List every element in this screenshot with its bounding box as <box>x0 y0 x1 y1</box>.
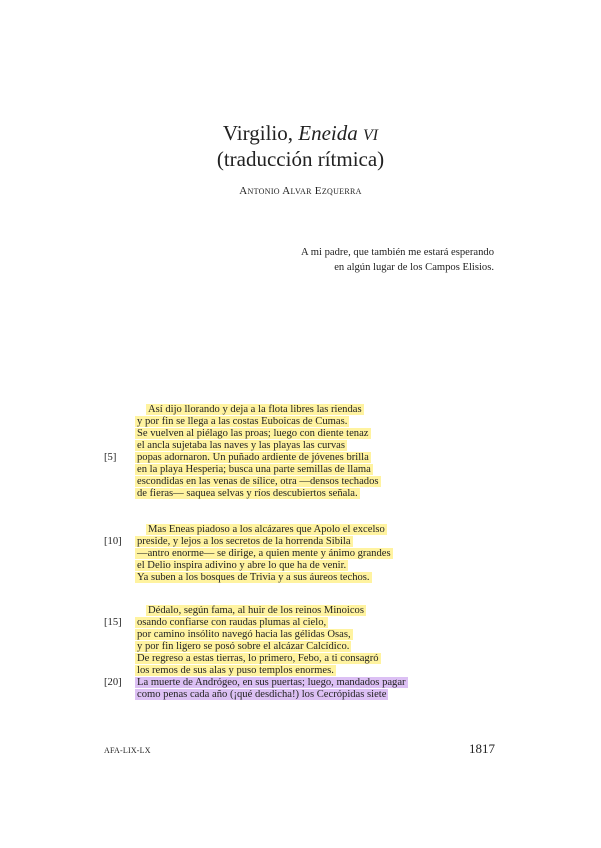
verse-text: como penas cada año (¡qué desdicha!) los Cecrópidas siete <box>137 689 387 700</box>
verse-text: el ancla sujetaba las naves y las playas las curvas <box>137 440 345 451</box>
dedication-line-2: en algún lugar de los Campos Elisios. <box>334 262 494 273</box>
verse-text: los remos de sus alas y puso templos enormes. <box>137 665 334 676</box>
verse-line <box>135 440 347 452</box>
verse-text: escondidas en las venas de sílice, otra —densos techados <box>137 476 379 487</box>
title-book: VI <box>362 127 379 144</box>
verse-text: el Delio inspira adivino y abre lo que ha de venir. <box>137 560 347 571</box>
dedication <box>301 245 494 275</box>
verse-text: Ya suben a los bosques de Trivia y a sus áureos techos. <box>137 572 370 583</box>
verse-text: por camino insólito navegó hacia las gélidas Osas, <box>137 629 351 640</box>
title-author: Virgilio, <box>222 121 299 145</box>
verse-line <box>135 653 381 665</box>
verse-line <box>146 524 387 536</box>
line-number: [15] <box>104 617 122 628</box>
journal-id: AFA-LIX-LX <box>104 746 151 755</box>
verse-text: popas adornaron. Un puñado ardiente de jóvenes brilla <box>137 452 369 463</box>
verse-line <box>135 641 351 653</box>
verse-text: La muerte de Andrógeo, en sus puertas; luego, mandados pagar <box>137 677 406 688</box>
verse-text: Mas Eneas piadoso a los alcázares que Apolo el excelso <box>148 524 385 535</box>
line-number: [10] <box>104 536 122 547</box>
verse-text: Dédalo, según fama, al huir de los reinos Minoicos <box>148 605 364 616</box>
verse-line <box>135 665 336 677</box>
verse-line <box>135 572 372 584</box>
verse-line <box>146 404 364 416</box>
verse-text: en la playa Hesperia; busca una parte semillas de llama <box>137 464 371 475</box>
verse-text: preside, y lejos a los secretos de la horrenda Sibila <box>137 536 351 547</box>
page-title <box>0 120 601 149</box>
verse-line <box>135 416 349 428</box>
verse-line <box>135 428 371 440</box>
line-number: [20] <box>104 677 122 688</box>
verse-line <box>135 629 353 641</box>
verse-line <box>135 677 408 689</box>
verse-text: y por fin ligero se posó sobre el alcázar Calcídico. <box>137 641 350 652</box>
verse-text: Así dijo llorando y deja a la flota libres las riendas <box>148 404 362 415</box>
page-number: 1817 <box>469 741 495 756</box>
verse-line <box>135 464 373 476</box>
verse-line <box>135 689 388 701</box>
page-subtitle: (traducción rítmica) <box>216 147 385 171</box>
author-name: Antonio Alvar Ezquerra <box>239 185 362 197</box>
verse-text: osando confiarse con raudas plumas al cielo, <box>137 617 327 628</box>
verse-line <box>135 560 348 572</box>
verse-line <box>135 452 371 464</box>
verse-line <box>135 488 360 500</box>
verse-line <box>146 605 366 617</box>
verse-line <box>135 617 328 629</box>
verse-text: de fieras— saquea selvas y ríos descubiertos señala. <box>137 488 358 499</box>
verse-text: —antro enorme— se dirige, a quien mente y ánimo grandes <box>137 548 391 559</box>
verse-line <box>135 476 381 488</box>
dedication-line-1: A mi padre, que también me estará esperando <box>301 247 494 258</box>
title-work: Eneida <box>298 121 358 145</box>
verse-text: Se vuelven al piélago las proas; luego con diente tenaz <box>137 428 369 439</box>
verse-line <box>135 536 353 548</box>
verse-line <box>135 548 393 560</box>
line-number: [5] <box>104 452 117 463</box>
verse-text: y por fin se llega a las costas Euboicas de Cumas. <box>137 416 348 427</box>
verse-text: De regreso a estas tierras, lo primero, Febo, a ti consagró <box>137 653 379 664</box>
